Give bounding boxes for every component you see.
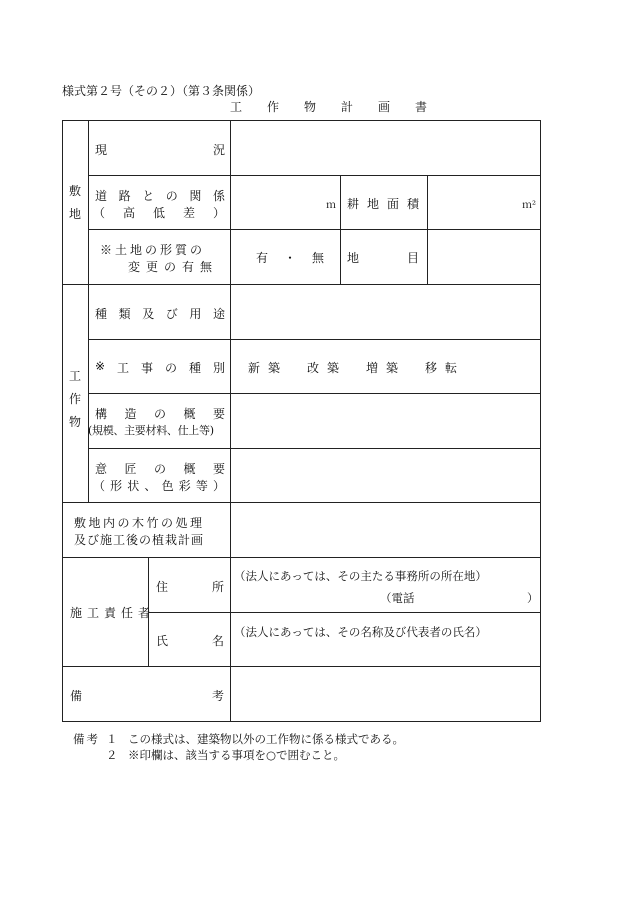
site-group-label bbox=[62, 180, 88, 226]
row-divider bbox=[88, 448, 541, 449]
col-divider bbox=[340, 175, 341, 285]
trees-label-1: 敷地内の木竹の処理 bbox=[74, 516, 205, 530]
row-divider bbox=[62, 502, 541, 503]
col-divider bbox=[427, 175, 428, 285]
farmland-area-label: 耕 地 面 積 bbox=[347, 197, 419, 211]
phone-open: （電話 bbox=[380, 591, 415, 605]
footer-note-1: この様式は、建築物以外の工作物に係る様式である。 bbox=[128, 732, 404, 746]
structure-group-char: 作 bbox=[68, 391, 81, 406]
work-type-extend: 増築 bbox=[366, 361, 407, 375]
type-use-label: 種 類 及 び 用 途 bbox=[95, 307, 225, 321]
outline-sub: (規模、主要材料、仕上等) bbox=[88, 424, 214, 437]
row-divider bbox=[62, 666, 541, 667]
land-category-label: 地 目 bbox=[347, 251, 419, 265]
row-divider bbox=[88, 175, 541, 176]
remarks-label: 備 考 bbox=[70, 689, 224, 703]
land-change-label-1: ※土地の形質の bbox=[100, 243, 206, 257]
elevation-label: （ 高 低 差 ） bbox=[93, 206, 225, 220]
land-change-options: 有 ・ 無 bbox=[256, 251, 327, 265]
address-note: （法人にあっては、その主たる事務所の所在地） bbox=[234, 569, 487, 583]
design-sub: （ 形 状 、 色 彩 等 ） bbox=[93, 479, 225, 493]
outline-label: 構 造 の 概 要 bbox=[95, 407, 225, 421]
col-divider bbox=[230, 120, 231, 722]
road-relation-label: 道 路 と の 関 係 bbox=[95, 189, 225, 203]
row-divider bbox=[88, 393, 541, 394]
row-divider bbox=[148, 612, 541, 613]
structure-group-char: 工 bbox=[68, 369, 81, 383]
name-label: 氏 名 bbox=[156, 634, 224, 648]
name-note: （法人にあっては、その名称及び代表者の氏名） bbox=[234, 625, 487, 639]
table-border-top bbox=[62, 120, 541, 121]
address-label: 住 所 bbox=[156, 580, 224, 594]
trees-label-2: 及び施工後の植栽計画 bbox=[74, 533, 205, 547]
work-type-label: ※ 工 事 の 種 別 bbox=[95, 359, 225, 375]
row-divider bbox=[88, 229, 541, 230]
col-divider bbox=[88, 120, 89, 503]
unit-m: ｍ bbox=[326, 200, 336, 211]
row-divider bbox=[62, 284, 541, 285]
design-label: 意 匠 の 概 要 bbox=[95, 462, 225, 476]
phone-close: ） bbox=[527, 591, 539, 605]
work-type-new: 新築 bbox=[248, 361, 289, 375]
row-divider bbox=[62, 557, 541, 558]
form-number: 様式第２号（その２）（第３条関係） bbox=[62, 84, 261, 98]
footer-notes-heading: 備考 bbox=[73, 732, 100, 746]
table-border-right bbox=[540, 120, 541, 722]
work-type-rebuild: 改築 bbox=[307, 361, 348, 375]
unit-m2: ｍ² bbox=[522, 200, 537, 211]
form-title: 工作物計画書 bbox=[230, 100, 453, 114]
site-group-char: 地 bbox=[68, 206, 81, 221]
footer-note-2: ※印欄は、該当する事項を○で囲むこと。 bbox=[128, 748, 346, 762]
work-type-relocate: 移転 bbox=[425, 361, 466, 375]
land-change-label-2: 変更の有無 bbox=[128, 260, 219, 274]
footer-note-1-number: １ bbox=[106, 732, 118, 746]
site-group-char: 敷 bbox=[68, 184, 81, 198]
table-border-bottom bbox=[62, 721, 541, 722]
footer-note-2-number: ２ bbox=[106, 748, 118, 762]
structure-group-label bbox=[62, 365, 88, 433]
row-divider bbox=[88, 339, 541, 340]
current-state-label: 現 況 bbox=[95, 143, 225, 157]
contractor-label: 施工責任者 bbox=[70, 606, 156, 620]
structure-group-char: 物 bbox=[68, 414, 81, 429]
